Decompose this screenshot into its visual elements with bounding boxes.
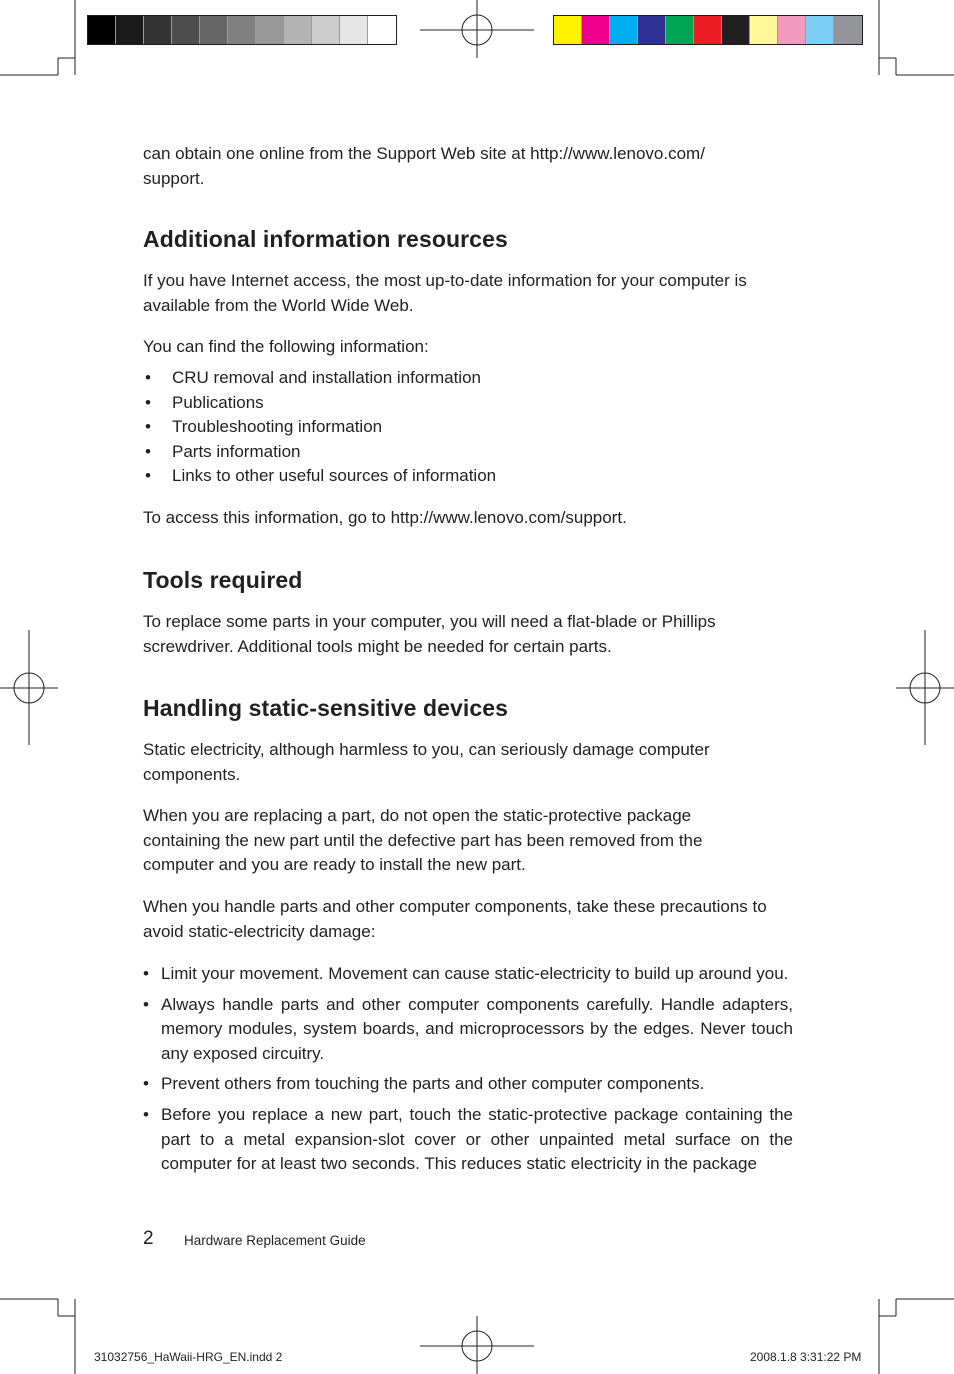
color-swatch [666,16,694,44]
color-swatch [638,16,666,44]
color-swatch [88,16,116,44]
color-swatch [256,16,284,44]
grayscale-color-bar [87,15,397,45]
color-swatch [228,16,256,44]
slug-filename: 31032756_HaWaii-HRG_EN.indd 2 [94,1350,283,1364]
process-color-bar [553,15,863,45]
static-paragraph-1: Static electricity, although harmless to you, can seriously damage computer components. [143,740,710,784]
precautions-list [143,962,793,1183]
footer-guide-title: Hardware Replacement Guide [184,1233,366,1248]
static-paragraph-2: When you are replacing a part, do not open the static-protective package containing the new part until the defective part has been removed from the computer and you are ready to install the new part. [143,806,703,875]
color-swatch [340,16,368,44]
list-item: • Publications [143,391,793,416]
heading-static-devices: Handling static-sensitive devices [143,695,509,721]
color-swatch [694,16,722,44]
list-item: • Always handle parts and other computer components carefully. Handle adapters, memory modules, system boards, and microprocessors by the edges. Never touch any exposed circuitry. [143,993,793,1067]
color-swatch [834,16,862,44]
list-item: • Links to other useful sources of information [143,464,793,489]
color-swatch [284,16,312,44]
intro-text: can obtain one online from the Support Web site at http://www.lenovo.com/ support. [143,144,705,188]
color-swatch [778,16,806,44]
list-item: • Prevent others from touching the parts and other computer components. [143,1072,793,1097]
color-swatch [582,16,610,44]
color-swatch [554,16,582,44]
list-item: • Parts information [143,440,793,465]
list-item: • Before you replace a new part, touch the static-protective package containing the part to a metal expansion-slot cover or other unpainted metal surface on the computer for at least two seconds. This reduces static electricity in the package [143,1103,793,1177]
resources-paragraph-2: You can find the following information: [143,337,429,356]
color-swatch [200,16,228,44]
color-swatch [144,16,172,44]
color-swatch [172,16,200,44]
color-swatch [610,16,638,44]
heading-additional-resources: Additional information resources [143,226,508,252]
list-item: • Troubleshooting information [143,415,793,440]
page-number: 2 [143,1228,154,1249]
heading-tools-required: Tools required [143,567,303,593]
slug-timestamp: 2008.1.8 3:31:22 PM [750,1350,862,1364]
resources-paragraph-3: To access this information, go to http://www.lenovo.com/support. [143,508,627,527]
color-swatch [116,16,144,44]
color-swatch [368,16,396,44]
color-swatch [722,16,750,44]
resources-list [143,366,793,489]
color-swatch [312,16,340,44]
color-swatch [750,16,778,44]
color-swatch [806,16,834,44]
tools-paragraph: To replace some parts in your computer, you will need a flat-blade or Phillips screwdriver. Additional tools might be needed for certain parts. [143,612,716,656]
resources-paragraph-1: If you have Internet access, the most up-to-date information for your computer is available from the World Wide Web. [143,271,747,315]
list-item: • Limit your movement. Movement can cause static-electricity to build up around you. [143,962,793,987]
list-item: • CRU removal and installation information [143,366,793,391]
static-paragraph-3: When you handle parts and other computer components, take these precautions to avoid static-electricity damage: [143,897,767,941]
